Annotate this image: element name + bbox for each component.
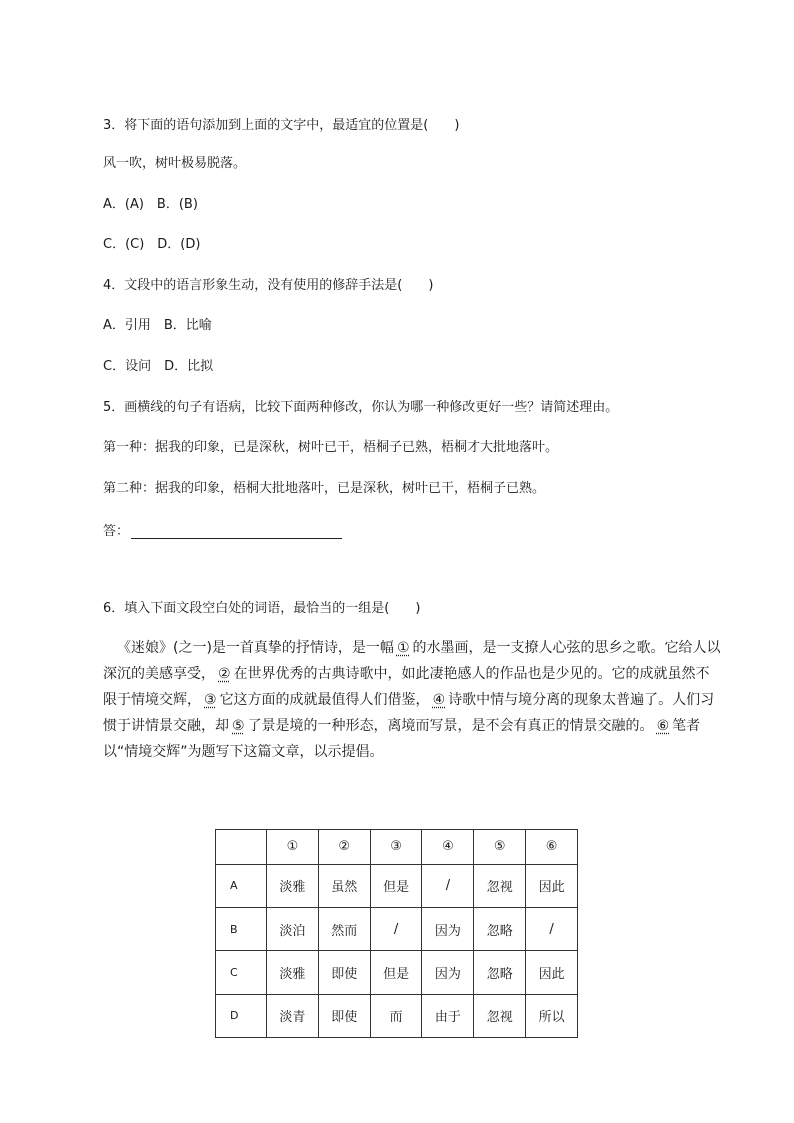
table-header-cell: ④ xyxy=(422,830,474,865)
table-cell: 淡泊 xyxy=(267,907,319,950)
table-header-cell: ① xyxy=(267,830,319,865)
table-cell: 忽略 xyxy=(474,907,526,950)
table-cell: 忽视 xyxy=(474,994,526,1037)
table-cell: / xyxy=(526,907,578,950)
table-cell: 所以 xyxy=(526,994,578,1037)
q3-stem: 3．将下面的语句添加到上面的文字中，最适宜的位置是( ) xyxy=(103,118,460,133)
table-row xyxy=(216,994,578,1037)
table-row xyxy=(216,951,578,994)
q6-passage-text: 了景是境的一种形态，离境而写景，是不会有真正的情景交融的。 xyxy=(247,718,654,734)
q6-blank-5: ⑤ xyxy=(232,718,245,734)
option-letter: C xyxy=(216,951,267,994)
table-cell: 即使 xyxy=(318,951,370,994)
q6-passage-text: 《迷娘》(之一)是一首真挚的抒情诗，是一幅 xyxy=(117,640,394,656)
q6-passage-text: 笔者以“情境交辉”为题写下这篇文章，以示提倡。 xyxy=(103,718,701,760)
table-header-row xyxy=(216,830,578,865)
table-row xyxy=(216,864,578,907)
table-cell: / xyxy=(422,864,474,907)
table-cell: 淡雅 xyxy=(267,951,319,994)
q6-stem: 6．填入下面文段空白处的词语，最恰当的一组是( ) xyxy=(103,601,421,616)
table-cell: 而 xyxy=(370,994,422,1037)
table-cell: 忽视 xyxy=(474,864,526,907)
table-cell: 淡青 xyxy=(267,994,319,1037)
table-cell: 因为 xyxy=(422,951,474,994)
table-header-cell: ② xyxy=(318,830,370,865)
option-letter: A xyxy=(216,864,267,907)
table-header-cell: ③ xyxy=(370,830,422,865)
q4-options-ab: A．引用 B．比喻 xyxy=(103,318,212,333)
q5-answer-label: 答： xyxy=(103,524,130,539)
q6-options-table xyxy=(215,829,578,1038)
q6-passage-text: 诗歌中情与境分离的现象太普遍了。人们习惯于讲情景交融，却 xyxy=(103,692,715,734)
table-cell: 因此 xyxy=(526,864,578,907)
q3-sentence: 风一吹，树叶极易脱落。 xyxy=(103,156,247,171)
q6-blank-6: ⑥ xyxy=(656,718,670,734)
q3-options-ab: A．(A) B．(B) xyxy=(103,197,198,212)
option-letter: D xyxy=(216,994,267,1037)
q6-blank-4: ④ xyxy=(432,692,446,708)
q5-first-revision: 第一种：据我的印象，已是深秋，树叶已干，梧桐子已熟，梧桐才大批地落叶。 xyxy=(103,440,559,455)
table-cell: 但是 xyxy=(370,951,422,994)
q6-blank-3: ③ xyxy=(204,692,217,708)
q6-passage-text: 的水墨画，是一支撩人心弦的思乡之歌。它给人以深沉的美感享受， xyxy=(103,640,721,682)
q6-blank-2: ② xyxy=(218,666,231,682)
q6-blank-1: ① xyxy=(396,640,410,656)
table-cell: 忽略 xyxy=(474,951,526,994)
table-cell: / xyxy=(370,907,422,950)
table-cell: 因为 xyxy=(422,907,474,950)
q6-passage xyxy=(103,635,721,765)
table-cell: 由于 xyxy=(422,994,474,1037)
q4-stem: 4．文段中的语言形象生动，没有使用的修辞手法是( ) xyxy=(103,278,434,293)
table-cell: 但是 xyxy=(370,864,422,907)
table-cell: 然而 xyxy=(318,907,370,950)
table-cell: 虽然 xyxy=(318,864,370,907)
option-letter: B xyxy=(216,907,267,950)
q6-passage-text: 在世界优秀的古典诗歌中，如此凄艳感人的作品也是少见的。它的成就虽然不限于情境交辉， xyxy=(103,666,710,708)
q3-options-cd: C．(C) D．(D) xyxy=(103,237,201,252)
table-header-cell: ⑤ xyxy=(474,830,526,865)
q5-answer-blank[interactable] xyxy=(131,522,342,539)
table-cell: 即使 xyxy=(318,994,370,1037)
table-cell: 淡雅 xyxy=(267,864,319,907)
table-header-cell: ⑥ xyxy=(526,830,578,865)
q6-passage-text: 它这方面的成就最值得人们借鉴， xyxy=(219,692,430,708)
table-row xyxy=(216,907,578,950)
q5-second-revision: 第二种：据我的印象，梧桐大批地落叶，已是深秋，树叶已干，梧桐子已熟。 xyxy=(103,481,546,496)
table-cell: 因此 xyxy=(526,951,578,994)
q5-stem: 5．画横线的句子有语病，比较下面两种修改，你认为哪一种修改更好一些？请简述理由。 xyxy=(103,400,619,415)
q4-options-cd: C．设问 D．比拟 xyxy=(103,359,214,374)
q5-answer-row xyxy=(103,520,342,539)
table-header-cell xyxy=(216,830,267,865)
